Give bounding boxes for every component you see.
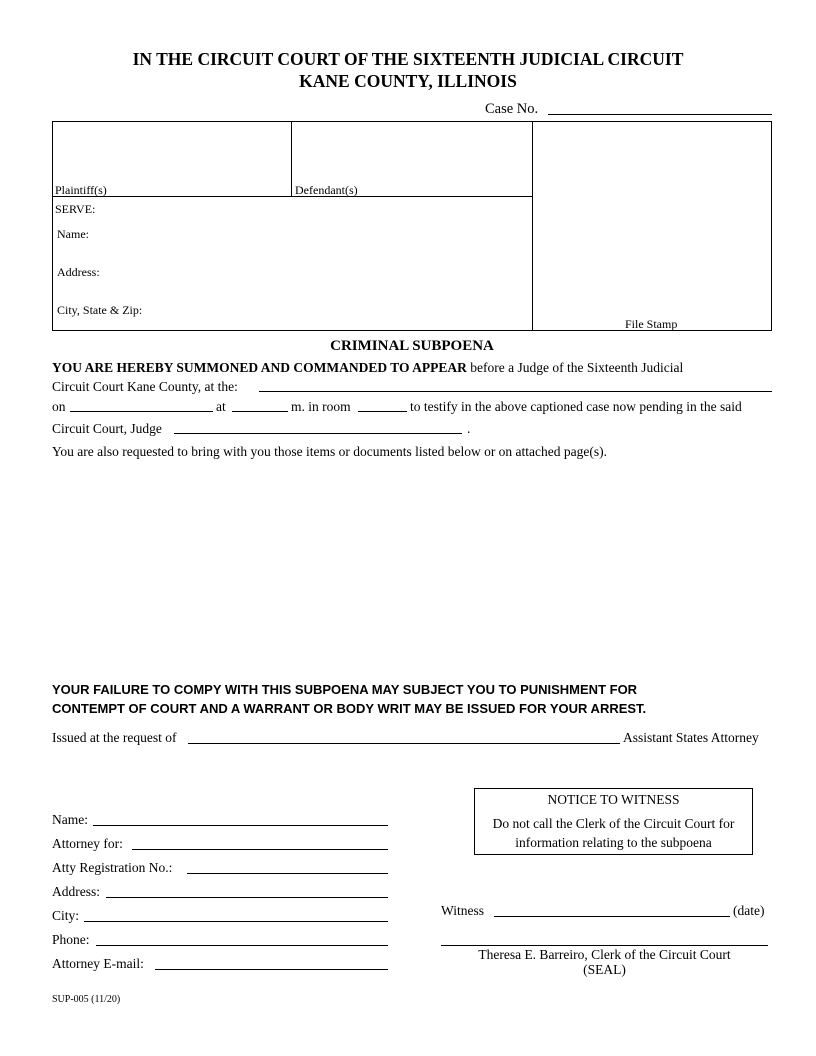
clerk-name: Theresa E. Barreiro, Clerk of the Circuit Court <box>478 947 731 962</box>
location-field[interactable] <box>259 391 772 392</box>
attorney-email-field[interactable] <box>155 969 388 970</box>
case-no-label: Case No. <box>485 101 539 117</box>
attorney-city-label: City: <box>52 908 80 923</box>
county-title: KANE COUNTY, ILLINOIS <box>299 71 517 91</box>
judge-field[interactable] <box>174 433 462 434</box>
witness-label: Witness <box>441 903 484 918</box>
circuit-at-label: Circuit Court Kane County, at the: <box>52 379 238 394</box>
warning-line-2: CONTEMPT OF COURT AND A WARRANT OR BODY WRIT MAY BE ISSUED FOR YOUR ARREST. <box>52 701 647 716</box>
seal-label: (SEAL) <box>583 962 626 977</box>
attorney-name-field[interactable] <box>93 825 388 826</box>
at-label: at <box>216 399 226 414</box>
registration-field[interactable] <box>187 873 388 874</box>
date-label: (date) <box>733 903 765 918</box>
serve-name-label: Name: <box>57 227 89 241</box>
notice-line-1: Do not call the Clerk of the Circuit Court for <box>492 816 735 831</box>
documents-area[interactable] <box>52 465 772 670</box>
defendant-label: Defendant(s) <box>295 183 358 197</box>
issued-attorney-field[interactable] <box>188 743 620 744</box>
serve-label: SERVE: <box>55 202 96 216</box>
file-stamp-divider <box>532 121 533 331</box>
subpoena-title: CRIMINAL SUBPOENA <box>330 338 494 354</box>
issued-label: Issued at the request of <box>52 730 177 745</box>
testify-text: to testify in the above captioned case now pending in the said <box>410 399 742 414</box>
summons-rest: before a Judge of the Sixteenth Judicial <box>470 360 684 375</box>
plaintiff-field[interactable] <box>53 122 290 182</box>
notice-line-2: information relating to the subpoena <box>515 835 712 850</box>
on-label: on <box>52 399 66 414</box>
attorney-phone-field[interactable] <box>96 945 388 946</box>
judge-label: Circuit Court, Judge <box>52 421 162 436</box>
attorney-for-field[interactable] <box>132 849 388 850</box>
plaintiff-label: Plaintiff(s) <box>55 183 107 197</box>
attorney-name-label: Name: <box>52 812 88 827</box>
clerk-signature-line[interactable] <box>441 945 768 946</box>
attorney-address-label: Address: <box>52 884 100 899</box>
judge-period: . <box>467 421 471 436</box>
court-title: IN THE CIRCUIT COURT OF THE SIXTEENTH JUDICIAL CIRCUIT <box>132 49 684 69</box>
summons-bold: YOU ARE HEREBY SUMMONED AND COMMANDED TO APPEAR <box>52 360 467 375</box>
time-field[interactable] <box>232 411 288 412</box>
registration-label: Atty Registration No.: <box>52 860 173 875</box>
m-room-label: m. in room <box>291 399 351 414</box>
room-field[interactable] <box>358 411 407 412</box>
serve-city-label: City, State & Zip: <box>57 303 143 317</box>
attorney-phone-label: Phone: <box>52 932 90 947</box>
attorney-address-field[interactable] <box>106 897 388 898</box>
warning-line-1: YOUR FAILURE TO COMPY WITH THIS SUBPOENA MAY SUBJECT YOU TO PUNISHMENT FOR <box>52 682 638 697</box>
serve-address-label: Address: <box>57 265 100 279</box>
assistant-sa-label: Assistant States Attorney <box>623 730 759 745</box>
date-field[interactable] <box>70 411 213 412</box>
summons-line <box>52 360 683 376</box>
case-no-field[interactable] <box>548 114 772 115</box>
bring-text: You are also requested to bring with you those items or documents listed below or on attached page(s). <box>52 444 608 459</box>
file-stamp-label: File Stamp <box>625 317 678 331</box>
attorney-email-label: Attorney E-mail: <box>52 956 144 971</box>
notice-title: NOTICE TO WITNESS <box>547 792 680 807</box>
attorney-city-field[interactable] <box>84 921 388 922</box>
form-code: SUP-005 (11/20) <box>52 994 121 1005</box>
defendant-field[interactable] <box>292 122 531 182</box>
witness-date-field[interactable] <box>494 916 730 917</box>
attorney-for-label: Attorney for: <box>52 836 123 851</box>
serve-divider <box>52 196 532 197</box>
